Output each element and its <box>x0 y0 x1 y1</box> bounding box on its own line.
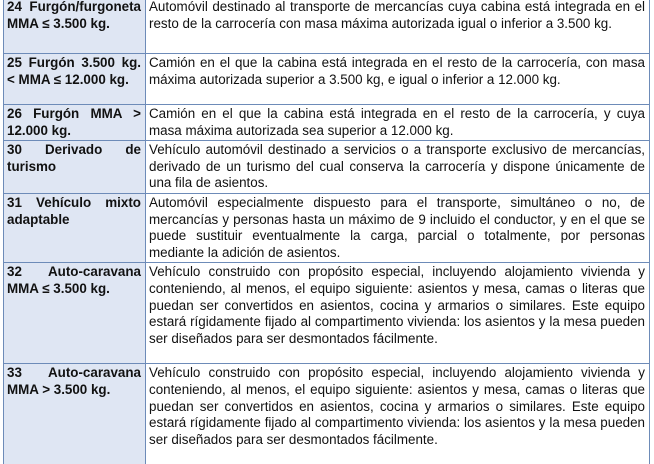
category-code-cell: 26 Furgón MMA > 12.000 kg. <box>4 105 146 141</box>
table-row <box>4 0 650 54</box>
category-description-cell: Camión en el que la cabina está integrada en el resto de la carrocería, y cuya masa máxima autorizada sea superior a 12.000 kg. <box>146 105 650 141</box>
table-row <box>4 105 650 141</box>
category-description-cell: Vehículo automóvil destinado a servicios o a transporte exclusivo de mercancías, derivado de un turismo del cual conserva la carrocería y dispone únicamente de una fila de asientos. <box>146 141 650 194</box>
table-row <box>4 263 650 364</box>
table-row <box>4 193 650 262</box>
category-description-cell: Vehículo construido con propósito especial, incluyendo alojamiento vivienda y conteniendo, al menos, el equipo siguiente: asientos y mesa, camas o literas que puedan ser convertidos en asientos, cocina y armarios o similares. Este equipo estará rígidamente fijado al compartimento vivienda: los asientos y la mesa pueden ser diseñados para ser desmontados fácilmente. <box>146 263 650 364</box>
table-row <box>4 141 650 194</box>
table-row <box>4 54 650 105</box>
category-description-cell: Automóvil especialmente dispuesto para el transporte, simultáneo o no, de mercancías y personas hasta un máximo de 9 incluido el conductor, y en el que se puede sustituir eventualmente la carga, parcial o totalmente, por personas mediante la adición de asientos. <box>146 193 650 262</box>
category-code-cell: 33 Auto-caravana MMA > 3.500 kg. <box>4 364 146 464</box>
table-row <box>4 364 650 464</box>
vehicle-category-table <box>3 0 650 464</box>
category-code-cell: 30 Derivado de turismo <box>4 141 146 194</box>
category-description-cell: Automóvil destinado al transporte de mercancías cuya cabina está integrada en el resto de la carrocería con masa máxima autorizada igual o inferior a 3.500 kg. <box>146 0 650 54</box>
category-code-cell: 25 Furgón 3.500 kg. < MMA ≤ 12.000 kg. <box>4 54 146 105</box>
category-code-cell: 24 Furgón/furgoneta MMA ≤ 3.500 kg. <box>4 0 146 54</box>
category-code-cell: 32 Auto-caravana MMA ≤ 3.500 kg. <box>4 263 146 364</box>
category-description-cell: Camión en el que la cabina está integrada en el resto de la carrocería, con masa máxima autorizada superior a 3.500 kg, e igual o inferior a 12.000 kg. <box>146 54 650 105</box>
category-code-cell: 31 Vehículo mixto adaptable <box>4 193 146 262</box>
category-description-cell: Vehículo construido con propósito especial, incluyendo alojamiento vivienda y conteniendo, al menos, el equipo siguiente: asientos y mesa, camas o literas que puedan ser convertidos en asientos, cocina y armarios o similares. Este equipo estará rígidamente fijado al compartimento vivienda: los asientos y la mesa pueden ser diseñados para ser desmontados fácilmente. <box>146 364 650 464</box>
